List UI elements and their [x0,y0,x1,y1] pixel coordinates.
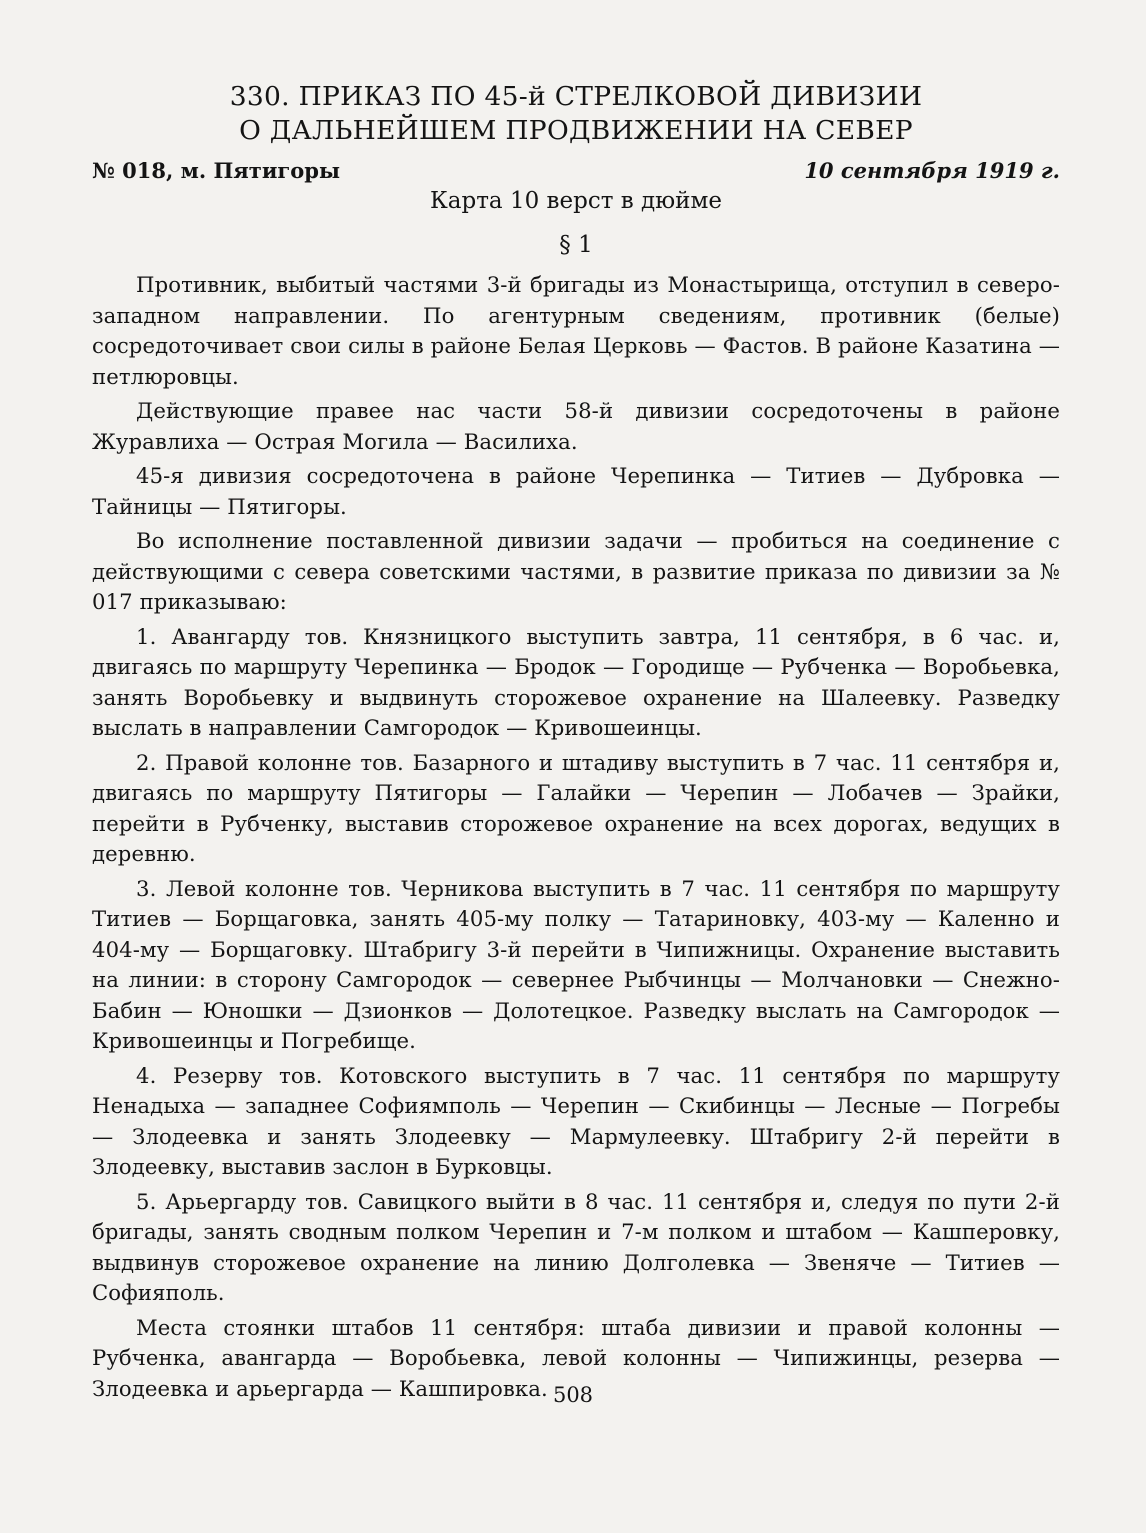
paragraph-right-column: 2. Правой колонне тов. Базарного и штадиву выступить в 7 час. 11 сентября и, двигаясь по маршруту Пятигоры — Галайки — Черепин — Лобачев — Зрайки, перейти в Рубченку, выставив сторожевое охранение на всех дорогах, ведущих в деревню. [92,749,1060,866]
paragraph-enemy: Противник, выбитый частями 3-й бригады из Монастырища, отступил в северо-западном направлении. По агентурным сведениям, противник (белые) сосредоточивает свои силы в районе Белая Церковь — Фастов. В районе Казатина — петлюровцы. [92,272,1060,389]
page-number: 508 [552,1383,594,1407]
title-line-1: 330. ПРИКАЗ ПО 45-й СТРЕЛКОВОЙ ДИВИЗИИ [229,81,923,112]
paragraph-order-intro: Во исполнение поставленной дивизии задачи — пробиться на соединение с действующими с севера советскими частями, в развитие приказа по дивизии за № 017 приказываю: [92,528,1060,614]
section-heading: § 1 [559,232,593,258]
title-line-2: О ДАЛЬНЕЙШЕМ ПРОДВИЖЕНИИ НА СЕВЕР [239,115,913,146]
order-number: № 018, м. Пятигоры [92,158,341,183]
paragraph-vanguard: 1. Авангарду тов. Князницкого выступить завтра, 11 сентября, в 6 час. и, двигаясь по маршруту Черепинка — Бродок — Городище — Рубченка — Воробьевка, занять Воробьевку и выдвинуть сторожевое охранение на Шалеевку. Разведку выслать в направлении Самгородок — Кривошеинцы. [92,623,1060,740]
paragraph-left-column: 3. Левой колонне тов. Черникова выступить в 7 час. 11 сентября по маршруту Титиев — Борщаговка, занять 405-му полку — Татариновку, 403-му — Каленно и 404-му — Борщаговку. Штабригу 3-й перейти в Чипижницы. Охранение выставить на линии: в сторону Самгородок — севернее Рыбчинцы — Молчановки — Снежно-Бабин — Юношки — Дзионков — Долотецкое. Разведку выслать на Самгородок — Кривошеинцы и Погребище. [92,875,1060,1053]
paragraph-reserve: 4. Резерву тов. Котовского выступить в 7 час. 11 сентября по маршруту Ненадыха — западнее Софиямполь — Черепин — Скибинцы — Лесные — Погребы — Злодеевка и занять Злодеевку — Мармулеевку. Штабригу 2-й перейти в Злодеевку, выставив заслон в Бурковцы. [92,1062,1060,1179]
paragraph-rearguard: 5. Арьергарду тов. Савицкого выйти в 8 час. 11 сентября и, следуя по пути 2-й бригады, занять сводным полком Черепин и 7-м полком и штабом — Кашперовку, выдвинув сторожевое охранение на линию Долголевка — Звеняче — Титиев — Софияполь. [92,1188,1060,1305]
order-date: 10 сентября 1919 г. [804,158,1060,183]
document-title [92,80,1060,148]
paragraph-45th-division: 45-я дивизия сосредоточена в районе Черепинка — Титиев — Дубровка — Тайницы — Пятигоры. [92,463,1060,519]
order-body [92,270,1060,1404]
paragraph-headquarters: Места стоянки штабов 11 сентября: штаба дивизии и правой колонны — Рубченка, авангарда — Воробьевка, левой колонны — Чипижинцы, резерва — Злодеевка и арьергарда — Кашпировка. [92,1314,1060,1401]
paragraph-58th-division: Действующие правее нас части 58-й дивизии сосредоточены в районе Журавлиха — Острая Могила — Василиха. [92,398,1060,454]
map-scale: Карта 10 верст в дюйме [429,188,723,214]
order-meta [92,158,1060,184]
